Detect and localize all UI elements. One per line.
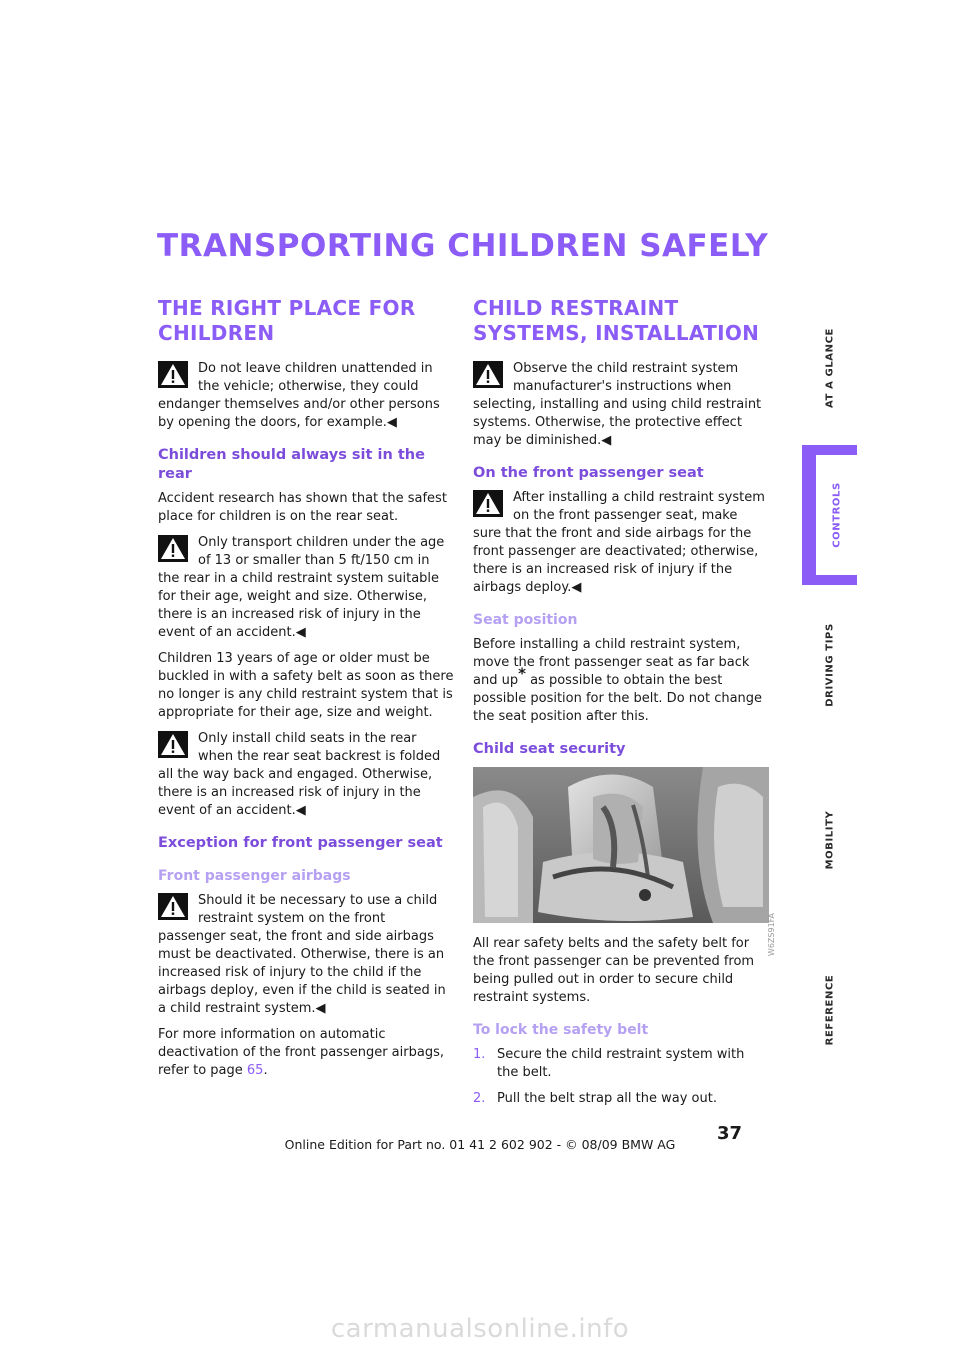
child-seat-photo <box>473 767 776 957</box>
subheading-front-airbags: Front passenger airbags <box>158 868 351 884</box>
subheading-child-seat-security: Child seat security <box>473 741 626 757</box>
paragraph-text: Before installing a child restraint system, move the front passenger seat as far back and up <box>473 637 750 688</box>
end-mark: ◀ <box>315 1001 326 1016</box>
paragraph: Accident research has shown that the safest place for children is on the rear seat. <box>158 491 447 524</box>
side-nav <box>802 300 857 1060</box>
end-mark: ◀ <box>386 415 397 430</box>
figure-code: W6ZS91FA <box>767 913 776 957</box>
list-item <box>473 1090 769 1108</box>
paragraph-seat-position <box>473 636 769 726</box>
paragraph: All rear safety belts and the safety belt for the front passenger can be prevented from being pulled out in order to secure child restraint systems. <box>473 936 755 1005</box>
side-tab-reference[interactable] <box>802 940 857 1080</box>
paragraph-text: as possible to obtain the best possible position for the belt. Do not change the seat position after this. <box>473 673 763 724</box>
warning-note <box>158 534 454 642</box>
page-title: TRANSPORTING CHILDREN SAFELY <box>157 228 769 264</box>
period: . <box>263 1063 268 1078</box>
left-column <box>158 296 454 1088</box>
list-item <box>473 1046 769 1082</box>
footer-edition: Online Edition for Part no. 01 41 2 602 902 - © 08/09 BMW AG <box>284 1137 676 1152</box>
child-seat-illustration <box>473 767 769 923</box>
warning-triangle-icon <box>473 361 503 388</box>
section-heading-right-place: THE RIGHT PLACE FOR CHILDREN <box>158 296 416 345</box>
side-tab-at-a-glance[interactable] <box>802 300 857 435</box>
page-reference-link[interactable]: 65 <box>246 1063 264 1078</box>
side-tab-label: DRIVING TIPS <box>824 623 835 707</box>
paragraph-text: For more information on automatic deactivation of the front passenger airbags, refer to page <box>158 1027 444 1078</box>
warning-note <box>473 489 769 597</box>
warning-text: After installing a child restraint system on the front passenger seat, make sure that the front and side airbags for the front passenger are deactivated; otherwise, there is an increased risk of injury if the airbags deploy. <box>473 490 765 595</box>
side-tab-label: REFERENCE <box>824 974 835 1046</box>
warning-triangle-icon <box>158 361 188 388</box>
side-tab-mobility[interactable] <box>802 770 857 910</box>
side-tab-driving-tips[interactable] <box>802 595 857 735</box>
section-heading-restraint-systems: CHILD RESTRAINT SYSTEMS, INSTALLATION <box>473 296 760 345</box>
side-tab-label: MOBILITY <box>824 810 835 870</box>
subheading-exception: Exception for front passenger seat <box>158 835 443 851</box>
warning-triangle-icon <box>473 490 503 517</box>
subheading-rear: Children should always sit in the rear <box>158 447 425 482</box>
warning-note <box>158 360 454 432</box>
paragraph: Children 13 years of age or older must be buckled in with a safety belt as soon as there no longer is any child restraint system that is appropriate for their age, size and weight. <box>158 651 454 720</box>
right-column <box>473 296 776 1116</box>
side-tab-label: CONTROLS <box>831 482 842 548</box>
end-mark: ◀ <box>295 625 306 640</box>
warning-triangle-icon <box>158 893 188 920</box>
subheading-seat-position: Seat position <box>473 612 578 628</box>
warning-text: Should it be necessary to use a child restraint system on the front passenger seat, the front and side airbags must be deactivated. Otherwise, there is an increased risk of injury to the child if the airbags deploy, even if the child is seated in a child restraint system. <box>158 893 446 1016</box>
step-number: 2. <box>473 1091 486 1106</box>
warning-triangle-icon <box>158 535 188 562</box>
warning-note <box>473 360 769 450</box>
steps-list <box>473 1046 769 1108</box>
step-text: Pull the belt strap all the way out. <box>497 1091 717 1106</box>
warning-text: Do not leave children unattended in the vehicle; otherwise, they could endanger themselves and/or other persons by opening the doors, for example. <box>158 361 440 430</box>
page-number: 37 <box>717 1123 743 1144</box>
paragraph-deactivation <box>158 1026 454 1080</box>
end-mark: ◀ <box>601 433 612 448</box>
warning-triangle-icon <box>158 731 188 758</box>
subheading-front-passenger-seat: On the front passenger seat <box>473 465 704 481</box>
watermark: carmanualsonline.info <box>330 1314 630 1344</box>
side-tab-label: AT A GLANCE <box>824 327 835 408</box>
subheading-lock-belt: To lock the safety belt <box>473 1022 649 1038</box>
end-mark: ◀ <box>295 803 306 818</box>
warning-note <box>158 730 454 820</box>
side-tab-controls[interactable] <box>802 445 857 585</box>
end-mark: ◀ <box>571 580 582 595</box>
warning-note <box>158 892 454 1018</box>
warning-text: Only transport children under the age of 13 or smaller than 5 ft/150 cm in the rear in a child restraint system suitable for their age, weight and size. Otherwise, there is an increased risk of injury in the event of an accident. <box>158 535 445 640</box>
step-number: 1. <box>473 1047 486 1062</box>
step-text: Secure the child restraint system with the belt. <box>497 1047 745 1080</box>
warning-text: Observe the child restraint system manufacturer's instructions when selecting, installing and using child restraint systems. Otherwise, the protective effect may be diminished. <box>473 361 762 448</box>
optional-equipment-star: * <box>518 664 526 683</box>
warning-text: Only install child seats in the rear when the rear seat backrest is folded all the way back and engaged. Otherwise, there is an increased risk of injury in the event of an accident. <box>158 731 441 818</box>
